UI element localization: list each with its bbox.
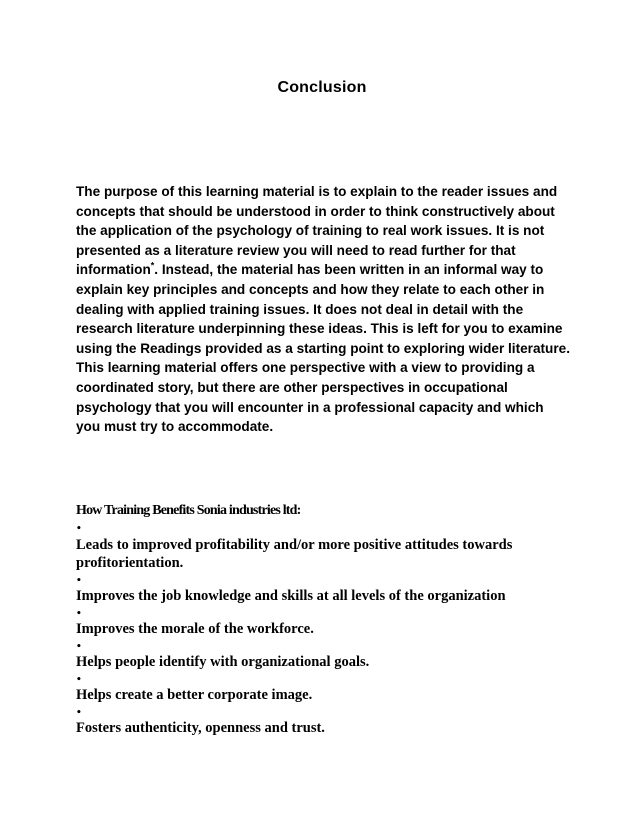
bullet-icon: • [76,641,82,652]
benefits-list [76,521,576,738]
paragraph-text-end: . Instead, the material has been written in an informal way to explain key principles and concepts and how they relate to each other in dealing with applied training issues. It does not deal in detail with the research literature underpinning these ideas. This is left for you to examine using the Readings provided as a starting point to exploring wider literature. This learning material offers one perspective with a view to providing a coordinated story, but there are other perspectives in occupational psychology that you will encounter in a professional capacity and which you must try to accommodate. [76,262,570,435]
list-item [76,573,576,606]
bullet-icon: • [76,608,82,619]
list-item [76,639,576,672]
bullet-icon: • [76,575,82,586]
conclusion-paragraph [76,182,570,437]
benefits-section [76,501,576,738]
page-title: Conclusion [277,79,367,96]
list-item [76,672,576,705]
list-item-text: Helps create a better corporate image. [76,687,313,703]
list-item-text: Leads to improved profitability and/or more positive attitudes towards profitorientation. [76,536,513,571]
bullet-icon: • [76,707,82,718]
list-item [76,521,576,573]
bullet-icon: • [76,674,82,685]
list-item [76,705,576,738]
footnote-marker: * [150,260,155,271]
list-item-text: Helps people identify with organizational goals. [76,654,370,670]
bullet-icon: • [76,524,82,534]
list-item [76,606,576,639]
list-item-text: Improves the morale of the workforce. [76,621,314,637]
list-item-text: Fosters authenticity, openness and trust. [76,720,325,736]
paragraph-text-start: The purpose of this learning material is to explain to the reader issues and concepts that should be understood in order to think constructively about the application of the psychology of training to real work issues. It is not presented as a literature review you will need to read further for that information [76,184,558,278]
benefits-heading: How Training Benefits Sonia industries ltd: [76,503,301,518]
list-item-text: Improves the job knowledge and skills at all levels of the organization [76,588,506,604]
